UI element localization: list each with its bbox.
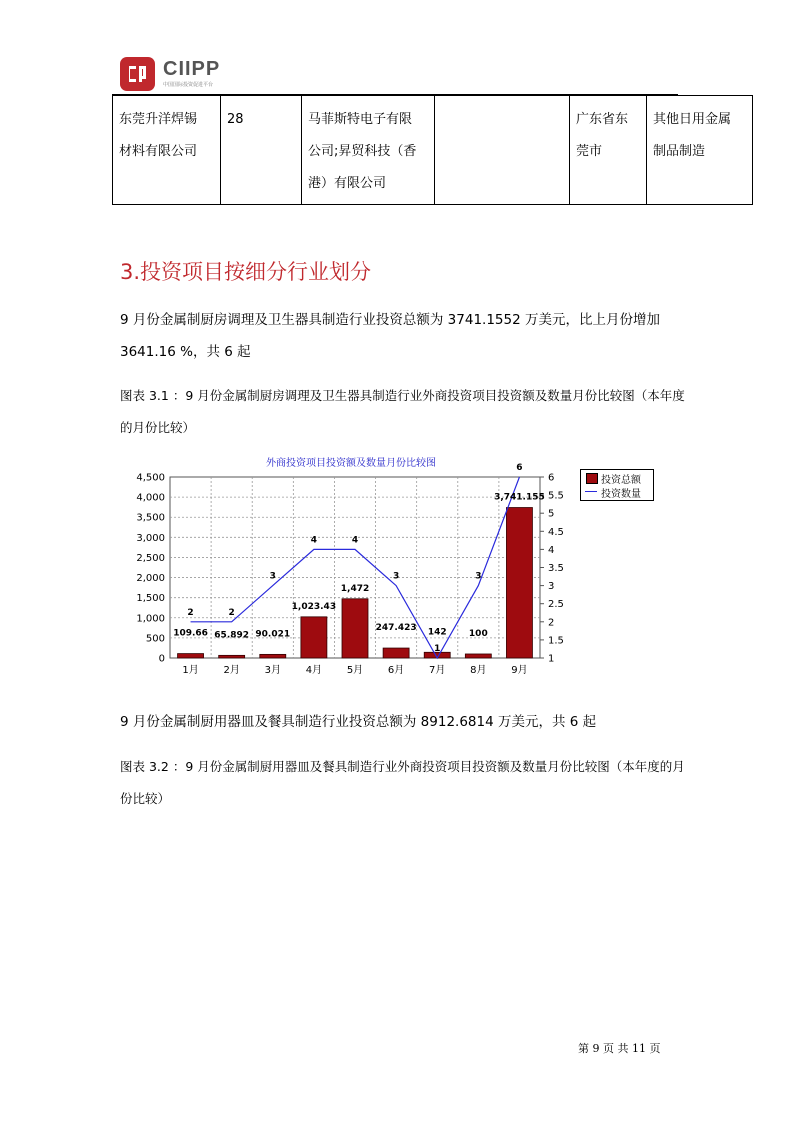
- bar: [506, 508, 532, 658]
- figure-caption-3-1: 图表 3.1 ：9 月份金属制厨房调理及卫生器具制造行业外商投资项目投资额及数量月份比较图（本年度的月份比较）: [120, 388, 685, 435]
- line-data-label: 3: [269, 571, 276, 582]
- y-tick-label-left: 4,000: [136, 492, 165, 504]
- bar: [301, 617, 327, 658]
- table-row: [113, 96, 753, 205]
- line-data-label: 1: [434, 644, 441, 654]
- x-tick-label: 3月: [264, 665, 281, 676]
- x-tick-label: 9月: [511, 665, 528, 676]
- logo-mark-icon: [120, 57, 155, 91]
- y-tick-label-right: 6: [548, 472, 555, 484]
- figure-caption-3-2: 图表 3.2 ：9 月份金属制厨用器皿及餐具制造行业外商投资项目投资额及数量月份比较图（本年度的月份比较）: [120, 759, 685, 806]
- bar: [260, 654, 286, 658]
- bar-data-label: 1,472: [340, 583, 370, 594]
- bar: [342, 599, 368, 658]
- y-tick-label-right: 2.5: [548, 599, 564, 611]
- line-data-label: 4: [351, 535, 359, 546]
- table-cell-location: 广东省东 莞市: [570, 96, 647, 205]
- y-tick-label-right: 2: [548, 617, 555, 629]
- y-tick-label-right: 3: [548, 581, 555, 593]
- x-tick-label: 6月: [387, 665, 405, 676]
- line-data-label: 6: [516, 463, 523, 473]
- y-tick-label-left: 3,500: [136, 512, 165, 524]
- company-table: [112, 95, 753, 205]
- bar-data-label: 90.021: [255, 629, 291, 640]
- y-tick-label-right: 4: [548, 544, 555, 556]
- y-tick-label-right: 3.5: [548, 563, 564, 574]
- bar-data-label: 65.892: [214, 630, 250, 641]
- section-title: 3.投资项目按细分行业划分: [120, 260, 372, 284]
- line-data-label: 3: [392, 571, 400, 582]
- bar-data-label: 109.66: [173, 628, 208, 639]
- y-tick-label-left: 2,500: [136, 552, 165, 564]
- x-tick-label: 4月: [305, 665, 323, 676]
- bar-data-label: 3,741.155: [494, 492, 545, 503]
- bar-data-label: 100: [468, 628, 488, 639]
- ciipp-logo: [120, 54, 280, 94]
- table-cell-company: 东莞升洋焊锡 材料有限公司: [113, 96, 221, 205]
- bar: [465, 654, 491, 658]
- y-tick-label-right: 5.5: [548, 490, 564, 502]
- y-tick-label-left: 500: [145, 633, 165, 645]
- y-tick-label-left: 3,000: [136, 532, 165, 544]
- bar-data-label: 142: [427, 627, 447, 638]
- bar: [383, 648, 409, 658]
- bar: [219, 655, 245, 658]
- table-cell-empty: [435, 96, 570, 205]
- y-tick-label-right: 5: [548, 508, 555, 520]
- table-cell-investor: 马菲斯特电子有限 公司;昇贸科技（香 港）有限公司: [302, 96, 435, 205]
- y-tick-label-left: 1,000: [136, 613, 165, 625]
- chart-legend: [580, 469, 654, 501]
- paragraph-kitchen-sanitary: 9 月份金属制厨房调理及卫生器具制造行业投资总额为 3741.1552 万美元，比上月份增加 3641.16 %，共 6 起: [120, 312, 660, 360]
- y-tick-label-left: 2,000: [136, 573, 165, 585]
- page-footer: 第 9 页 共 11 页: [578, 1042, 661, 1055]
- x-tick-label: 5月: [346, 665, 364, 676]
- table-cell-industry: 其他日用金属 制品制造: [647, 96, 753, 205]
- y-tick-label-right: 4.5: [548, 526, 564, 538]
- logo-subtitle: 中国国际投资促进平台: [163, 82, 214, 88]
- line-data-label: 2: [187, 607, 194, 618]
- y-tick-label-left: 1,500: [136, 593, 165, 605]
- legend-line-swatch: [585, 491, 597, 492]
- x-tick-label: 1月: [182, 665, 199, 676]
- y-tick-label-right: 1: [548, 653, 555, 665]
- line-data-label: 4: [310, 535, 318, 546]
- y-tick-label-left: 0: [158, 653, 165, 665]
- bar-data-label: 1,023.43: [291, 601, 337, 612]
- x-tick-label: 2月: [223, 665, 240, 676]
- line-data-label: 2: [228, 607, 235, 618]
- legend-line-label: 投资数量: [601, 489, 641, 500]
- bar: [178, 654, 204, 658]
- y-tick-label-right: 1.5: [548, 635, 564, 647]
- investment-chart: [118, 452, 598, 682]
- legend-bar-swatch: [586, 473, 598, 484]
- logo-text: CIIPP: [163, 58, 221, 80]
- chart-title: 外商投资项目投资额及数量月份比较图: [266, 458, 436, 469]
- legend-bar-label: 投资总额: [601, 475, 641, 486]
- table-cell-count: 28: [221, 96, 302, 205]
- paragraph-kitchenware: 9 月份金属制厨用器皿及餐具制造行业投资总额为 8912.6814 万美元，共 6 起: [120, 714, 597, 730]
- bar-data-label: 247.423: [375, 623, 417, 634]
- y-tick-label-left: 4,500: [136, 472, 165, 484]
- line-data-label: 3: [475, 571, 482, 582]
- x-tick-label: 8月: [470, 665, 487, 676]
- x-tick-label: 7月: [429, 665, 446, 676]
